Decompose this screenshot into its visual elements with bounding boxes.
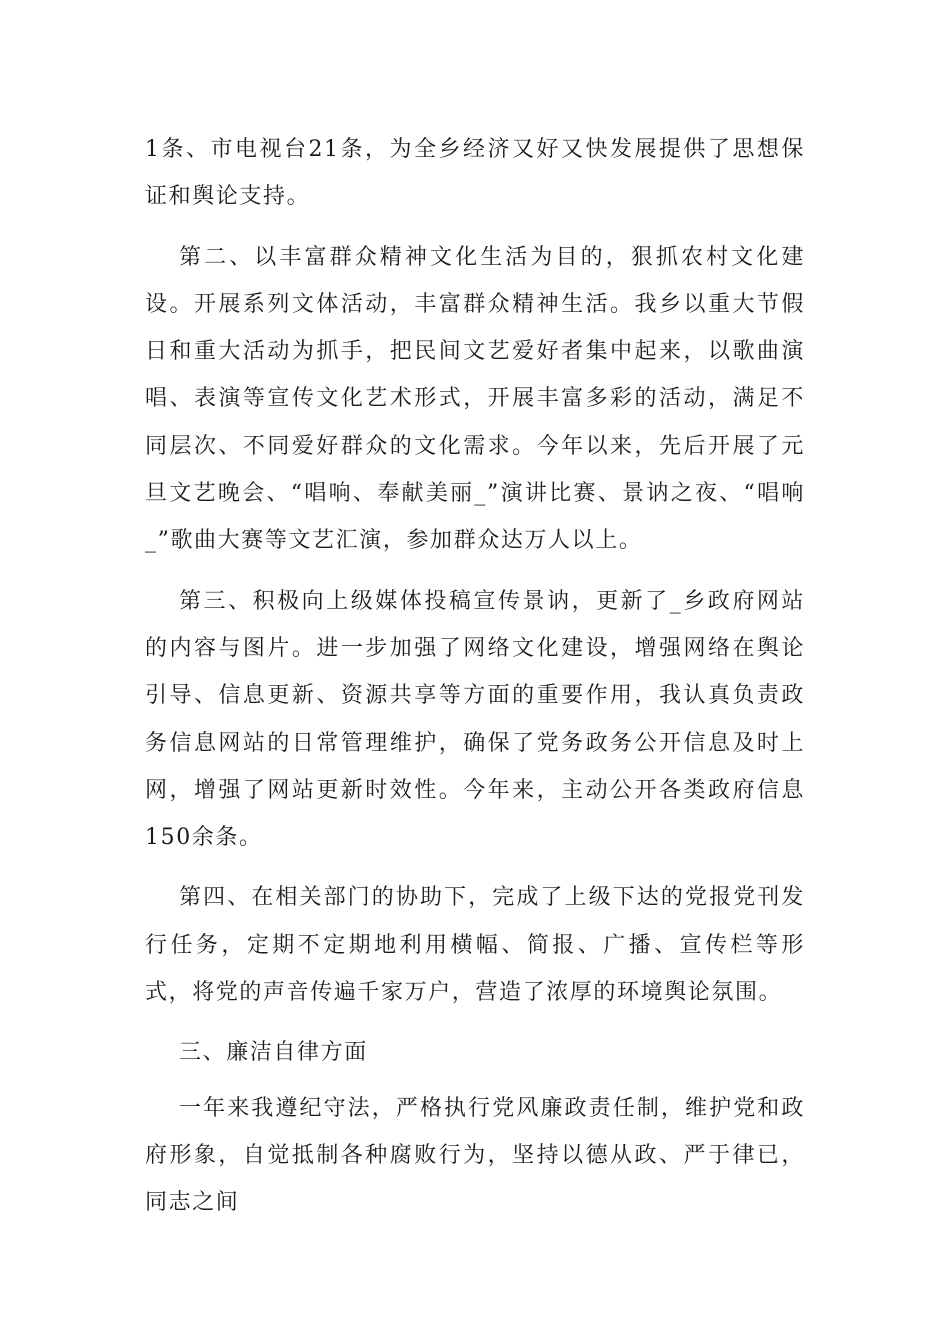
paragraph-media-summary: 1条、市电视台21条，为全乡经济又好又快发展提供了思想保证和舆论支持。 xyxy=(145,137,805,210)
paragraph-cultural-construction: 第二、以丰富群众精神文化生活为目的，狠抓农村文化建设。开展系列文体活动，丰富群众精神生活。我乡以重大节假日和重大活动为抓手，把民间文艺爱好者集中起来，以歌曲演唱、表演等宣传文化艺术形式，开展丰富多彩的活动，满足不同层次、不同爱好群众的文化需求。今年以来，先后开展了元旦文艺晚会、“唱响、奉献美丽_”演讲比赛、景讷之夜、“唱响_”歌曲大赛等文艺汇演，参加群众达万人以上。 xyxy=(145,244,805,554)
paragraph-newspaper-distribution: 第四、在相关部门的协助下，完成了上级下达的党报党刊发行任务，定期不定期地利用横幅、简报、广播、宣传栏等形式，将党的声音传遍千家万户，营造了浓厚的环境舆论氛围。 xyxy=(145,885,805,1006)
paragraph-website-publicity: 第三、积极向上级媒体投稿宣传景讷，更新了_乡政府网站的内容与图片。进一步加强了网络文化建设，增强网络在舆论引导、信息更新、资源共享等方面的重要作用，我认真负责政务信息网站的日常管理维护，确保了党务政务公开信息及时上网，增强了网站更新时效性。今年来，主动公开各类政府信息150余条。 xyxy=(145,588,805,851)
document-body xyxy=(145,126,805,1240)
paragraph-self-discipline: 一年来我遵纪守法，严格执行党风廉政责任制，维护党和政府形象，自觉抵制各种腐败行为，坚持以德从政、严于律已，同志之间 xyxy=(145,1095,805,1216)
section-heading-integrity: 三、廉洁自律方面 xyxy=(179,1040,368,1066)
